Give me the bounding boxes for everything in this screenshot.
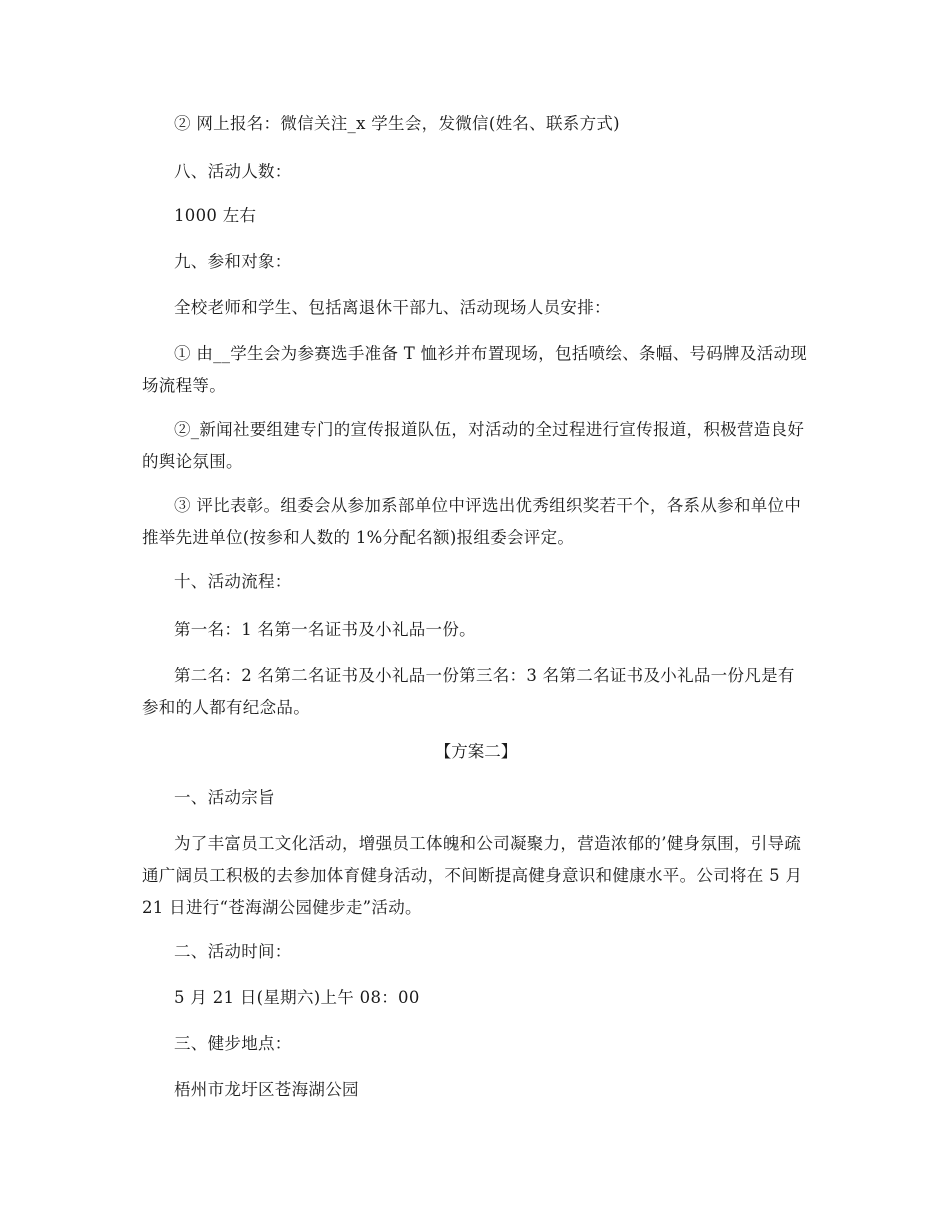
heading-activity-flow: 十、活动流程： xyxy=(174,572,292,591)
purpose-text: 为了丰富员工文化活动，增强员工体魄和公司凝聚力，营造浓郁的’健身氛围，引导疏通广阔员工积极的去参加体育健身活动，不间断提高健身意识和健康水平。公司将在 5 月 21 日进行“苍海湖公园健步走”活动。 xyxy=(142,834,803,917)
participants-text: 全校老师和学生、包括离退休干部九、活动现场人员安排： xyxy=(174,298,611,317)
participant-count: 1000 左右 xyxy=(174,206,257,225)
heading-location: 三、健步地点： xyxy=(174,1034,292,1053)
time-text: 5 月 21 日(星期六)上午 08：00 xyxy=(174,988,420,1007)
registration-online: ② 网上报名：微信关注_x 学生会，发微信(姓名、联系方式) xyxy=(174,114,620,133)
first-prize: 第一名：1 名第一名证书及小礼品一份。 xyxy=(174,620,476,639)
staffing-item-3: ③ 评比表彰。组委会从参加系部单位中评选出优秀组织奖若干个，各系从参和单位中推举先进单位(按参和人数的 1%分配名额)报组委会评定。 xyxy=(142,496,802,547)
staffing-item-1: ① 由__学生会为参赛选手准备 T 恤衫并布置现场，包括喷绘、条幅、号码牌及活动现场流程等。 xyxy=(142,344,808,395)
heading-participants: 九、参和对象： xyxy=(174,252,292,271)
heading-time: 二、活动时间： xyxy=(174,942,292,961)
section-title-plan-two: 【方案二】 xyxy=(434,742,518,761)
staffing-item-2: ②_新闻社要组建专门的宣传报道队伍，对活动的全过程进行宣传报道，积极营造良好的舆论氛围。 xyxy=(142,420,805,471)
heading-purpose: 一、活动宗旨 xyxy=(174,788,275,807)
second-third-prize: 第二名：2 名第二名证书及小礼品一份第三名：3 名第二名证书及小礼品一份凡是有参和的人都有纪念品。 xyxy=(142,666,795,717)
location-text: 梧州市龙圩区苍海湖公园 xyxy=(174,1080,359,1099)
heading-participant-count: 八、活动人数： xyxy=(174,162,292,181)
